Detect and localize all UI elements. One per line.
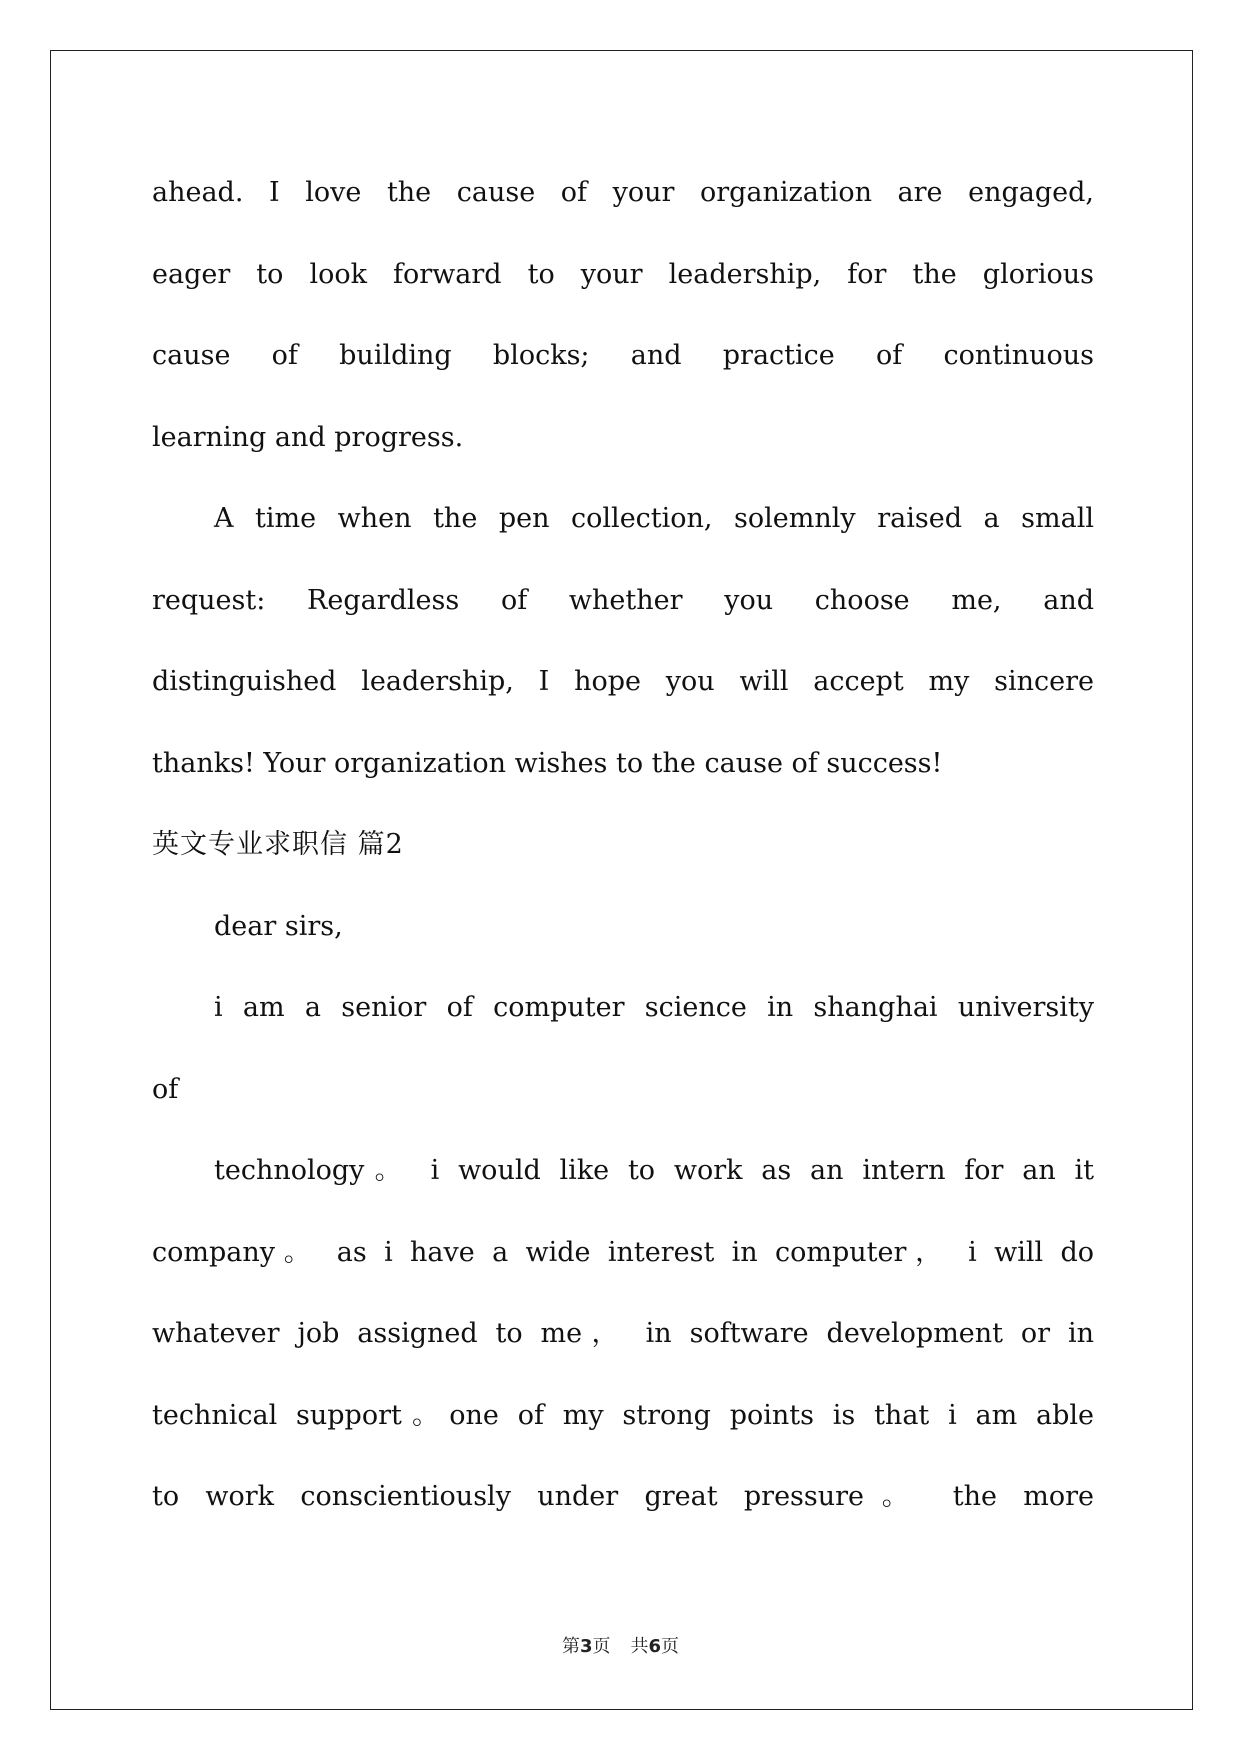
text-line: technical support。one of my strong points is that i am able <box>152 1399 1094 1431</box>
text-line: eager to look forward to your leadership, for the glorious <box>152 258 1094 290</box>
paragraph-first-line: A time when the pen collection, solemnly raised a small <box>214 503 1094 534</box>
section-heading: 英文专业求职信 篇2 <box>152 829 404 860</box>
total-pages-number: 6 <box>648 1636 662 1657</box>
text-line: company。 as i have a wide interest in computer， i will do <box>152 1236 1094 1268</box>
text-line: ahead. I love the cause of your organization are engaged, <box>152 177 1094 208</box>
page-footer <box>0 1632 1241 1658</box>
footer-total-suffix: 页 <box>661 1636 680 1657</box>
text-line: thanks! Your organization wishes to the cause of success! <box>152 747 943 779</box>
salutation: dear sirs, <box>214 910 343 942</box>
text-line: learning and progress. <box>152 421 464 453</box>
text-line: whatever job assigned to me， in software development or in <box>152 1318 1094 1349</box>
footer-page-suffix: 页 <box>592 1636 611 1657</box>
text-line: to work conscientiously under great pressure。 the more <box>152 1481 1094 1512</box>
text-line: cause of building blocks; and practice of continuous <box>152 340 1094 371</box>
paragraph-first-line: i am a senior of computer science in shanghai university <box>214 992 1094 1023</box>
text-line: distinguished leadership, I hope you will accept my sincere <box>152 666 1094 697</box>
footer-total-prefix: 共 <box>630 1636 649 1657</box>
text-line: request: Regardless of whether you choose me, and <box>152 584 1094 616</box>
current-page-number: 3 <box>579 1636 593 1657</box>
text-line: of <box>152 1073 179 1105</box>
footer-prefix: 第 <box>561 1636 580 1657</box>
paragraph-first-line: technology。 i would like to work as an intern for an it <box>214 1155 1094 1186</box>
document-body <box>152 165 1094 1551</box>
